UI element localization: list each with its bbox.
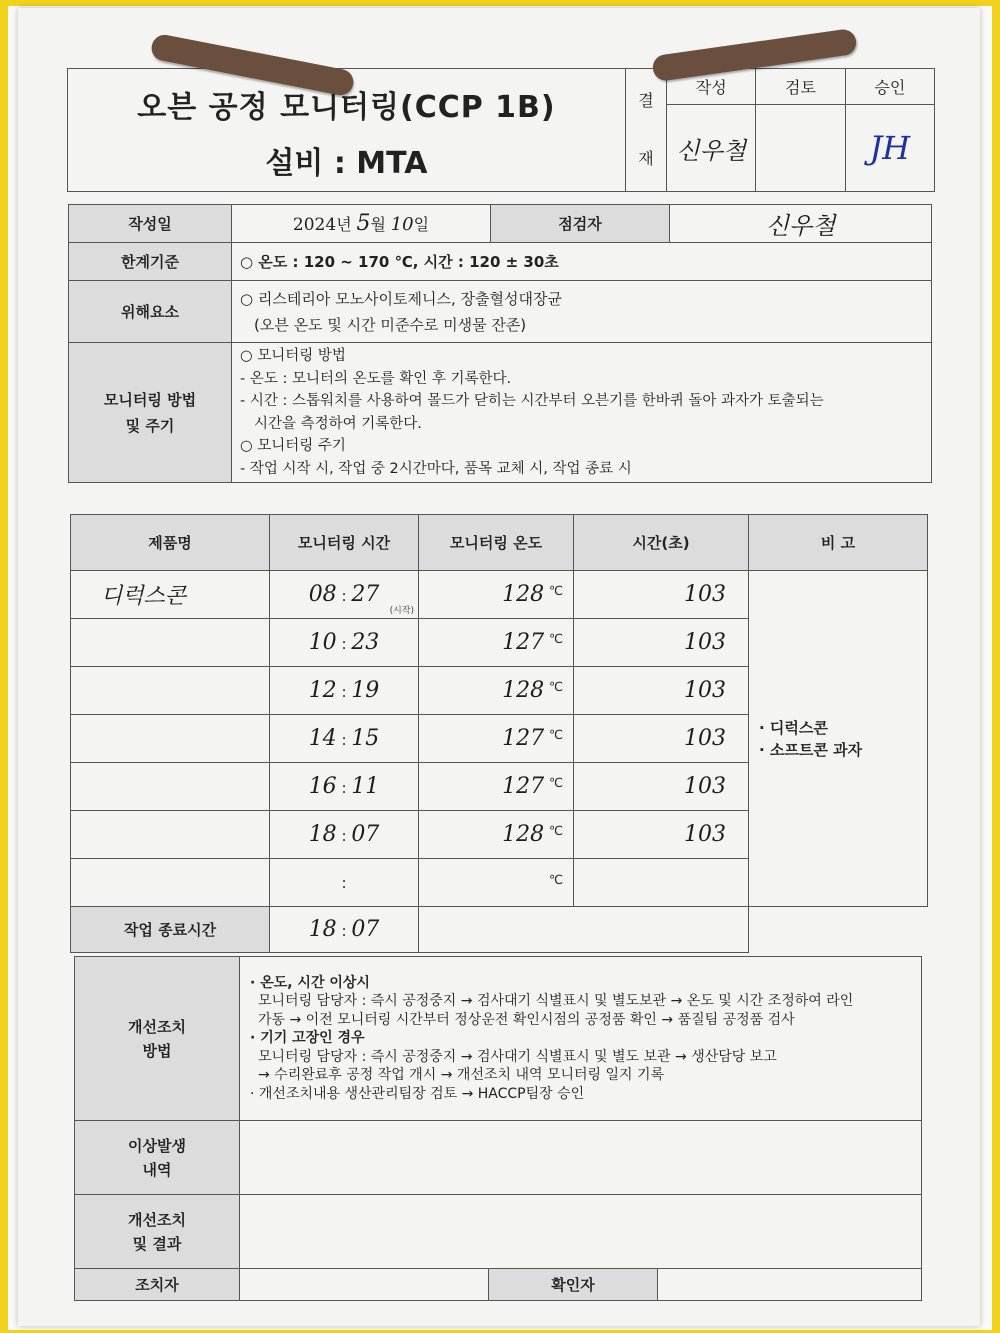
time-colon: : <box>341 827 347 845</box>
end-time-minute: 07 <box>351 917 380 942</box>
equipment-subtitle: 설비 : MTA <box>265 146 428 181</box>
temp-value: 128 <box>502 582 545 607</box>
seconds-value: 103 <box>574 667 749 715</box>
time-hour: 10 <box>308 630 337 655</box>
hazard-value <box>232 281 932 343</box>
date-year-suffix: 년 <box>336 215 352 234</box>
seconds-value: 103 <box>574 571 749 619</box>
temp-cell <box>419 811 574 859</box>
improvement-method <box>240 957 922 1121</box>
hazard-line: (오븐 온도 및 시간 미준수로 미생물 잔존) <box>254 315 527 334</box>
time-cell <box>270 715 419 763</box>
inspector-label: 점검자 <box>491 205 670 243</box>
time-colon: : <box>341 683 347 701</box>
start-note: (시작) <box>389 606 414 616</box>
actor-value <box>240 1269 489 1301</box>
method-label <box>69 343 232 483</box>
temp-unit: ℃ <box>548 727 563 742</box>
remarks-cell <box>749 571 928 907</box>
actor-label: 조치자 <box>75 1269 240 1301</box>
remark-line: · 소프트콘 과자 <box>759 740 863 759</box>
temp-value: 127 <box>502 726 545 751</box>
time-hour: 16 <box>308 774 337 799</box>
temp-cell <box>419 859 574 907</box>
temp-value: 127 <box>502 774 545 799</box>
product-cell-empty <box>71 811 270 859</box>
time-minute: 27 <box>351 582 380 607</box>
method-label-line: 모니터링 방법 <box>103 390 197 409</box>
hazard-label: 위해요소 <box>69 281 232 343</box>
product-cell-empty <box>71 619 270 667</box>
time-minute: 15 <box>351 726 380 751</box>
end-time-hour: 18 <box>308 917 337 942</box>
result-label-line: 및 결과 <box>132 1234 182 1253</box>
temp-unit: ℃ <box>548 775 563 790</box>
improvement-line: 가동 → 이전 모니터링 시간부터 정상운전 확인시점의 공정품 확인 → 품질팀 공정품 검사 <box>258 1011 795 1028</box>
page-title: 오븐 공정 모니터링(CCP 1B) <box>137 90 556 125</box>
writer-signature: 신우철 <box>667 105 756 192</box>
end-time-row <box>71 907 928 953</box>
end-time-blank <box>419 907 749 953</box>
time-minute: 23 <box>351 630 380 655</box>
date-day: 10 <box>390 214 414 235</box>
info-table <box>68 204 932 483</box>
result-label <box>75 1195 240 1269</box>
table-row <box>71 571 928 619</box>
time-hour: 08 <box>308 582 337 607</box>
result-content <box>240 1195 922 1269</box>
temp-value: 128 <box>502 822 545 847</box>
col-seconds: 시간(초) <box>574 515 749 571</box>
time-hour: 12 <box>308 678 337 703</box>
time-hour: 18 <box>308 822 337 847</box>
col-temp: 모니터링 온도 <box>419 515 574 571</box>
improvement-table <box>74 956 922 1301</box>
abnormal-label <box>75 1121 240 1195</box>
product-cell-empty <box>71 859 270 907</box>
inspector-signature: 신우철 <box>670 205 932 243</box>
temp-unit: ℃ <box>548 823 563 838</box>
limit-label: 한계기준 <box>69 243 232 281</box>
col-time: 모니터링 시간 <box>270 515 419 571</box>
temp-unit: ℃ <box>548 679 563 694</box>
improvement-label <box>75 957 240 1121</box>
approver-signature: JH <box>845 105 934 192</box>
improvement-line: 모니터링 담당자 : 즉시 공정중지 → 검사대기 식별표시 및 별도 보관 → 생산담당 보고 <box>258 1048 777 1065</box>
seconds-value: 103 <box>574 619 749 667</box>
time-cell <box>270 859 419 907</box>
temp-cell <box>419 763 574 811</box>
time-minute: 11 <box>351 774 380 799</box>
method-line: - 작업 시작 시, 작업 중 2시간마다, 품목 교체 시, 작업 종료 시 <box>240 460 632 477</box>
col-product: 제품명 <box>71 515 270 571</box>
method-label-line: 및 주기 <box>125 416 175 435</box>
remark-line: · 디럭스콘 <box>759 718 828 737</box>
end-time-label: 작업 종료시간 <box>71 907 270 953</box>
improvement-label-line: 개선조치 <box>128 1017 186 1036</box>
date-label: 작성일 <box>69 205 232 243</box>
time-cell <box>270 763 419 811</box>
date-day-suffix: 일 <box>413 215 430 234</box>
date-value <box>232 205 491 243</box>
result-label-line: 개선조치 <box>128 1210 186 1229</box>
time-minute: 19 <box>351 678 380 703</box>
method-line: 시간을 측정하여 기록한다. <box>254 415 422 432</box>
time-cell <box>270 619 419 667</box>
method-line: - 시간 : 스톱워치를 사용하여 몰드가 닫히는 시간부터 오븐기를 한바퀴 돌아 과자가 토출되는 <box>240 393 824 409</box>
role-reviewer: 검토 <box>756 69 845 105</box>
reviewer-signature-box <box>756 105 845 192</box>
hazard-line: ○ 리스테리아 모노사이토제니스, 장출혈성대장균 <box>240 289 562 308</box>
abnormal-content <box>240 1121 922 1195</box>
time-colon: : <box>341 635 347 653</box>
improvement-line: · 온도, 시간 이상시 <box>250 974 370 991</box>
role-approver: 승인 <box>845 69 934 105</box>
time-colon: : <box>341 731 347 749</box>
date-year: 2024 <box>292 215 337 235</box>
product-cell-empty <box>71 763 270 811</box>
title-block <box>67 68 935 192</box>
time-minute: 07 <box>351 822 380 847</box>
temp-cell <box>419 667 574 715</box>
seconds-value: 103 <box>574 811 749 859</box>
seconds-cell-empty <box>574 859 749 907</box>
abnormal-label-line: 내역 <box>142 1160 172 1179</box>
improvement-line: · 개선조치내용 생산관리팀장 검토 → HACCP팀장 승인 <box>250 1085 585 1102</box>
improvement-line: 모니터링 담당자 : 즉시 공정중지 → 검사대기 식별표시 및 별도보관 → 온도 및 시간 조정하여 라인 <box>258 993 854 1010</box>
abnormal-label-line: 이상발생 <box>128 1136 186 1155</box>
time-colon: : <box>341 922 347 940</box>
time-hour: 14 <box>308 726 337 751</box>
time-colon: : <box>341 873 347 892</box>
time-colon: : <box>341 587 347 605</box>
product-cell-empty <box>71 715 270 763</box>
date-month-suffix: 월 <box>370 215 386 234</box>
product-name: 디럭스콘 <box>71 571 270 619</box>
temp-unit: ℃ <box>548 871 563 887</box>
time-cell <box>270 667 419 715</box>
temp-value: 128 <box>502 678 545 703</box>
method-line: ○ 모니터링 주기 <box>240 438 346 454</box>
limit-value: ○ 온도 : 120 ~ 170 ℃, 시간 : 120 ± 30초 <box>232 243 932 281</box>
checker-label: 확인자 <box>489 1269 658 1301</box>
end-time-cell <box>270 907 419 953</box>
time-cell <box>270 571 419 619</box>
temp-unit: ℃ <box>548 583 563 598</box>
seconds-value: 103 <box>574 763 749 811</box>
col-remarks: 비 고 <box>749 515 928 571</box>
temp-cell <box>419 571 574 619</box>
temp-value: 127 <box>502 630 545 655</box>
improvement-label-line: 방법 <box>142 1041 172 1060</box>
temp-cell <box>419 715 574 763</box>
approval-label-bottom: 재 <box>638 149 654 168</box>
method-value <box>232 343 932 483</box>
seconds-value: 103 <box>574 715 749 763</box>
end-time-spacer <box>749 907 928 953</box>
approval-label-top: 결 <box>638 91 654 110</box>
time-cell <box>270 811 419 859</box>
improvement-line: → 수리완료후 공정 작업 개시 → 개선조치 내역 모니터링 일지 기록 <box>258 1067 665 1084</box>
time-colon: : <box>341 779 347 797</box>
product-cell-empty <box>71 667 270 715</box>
temp-unit: ℃ <box>548 631 563 646</box>
role-writer: 작성 <box>667 69 756 105</box>
method-line: - 온도 : 모니터의 온도를 확인 후 기록한다. <box>240 370 512 387</box>
method-line: ○ 모니터링 방법 <box>240 348 346 364</box>
temp-cell <box>419 619 574 667</box>
date-month: 5 <box>356 211 371 236</box>
checker-value <box>658 1269 922 1301</box>
monitoring-log-table <box>70 514 928 953</box>
improvement-line: · 기기 고장인 경우 <box>250 1030 365 1047</box>
approval-label <box>625 69 666 192</box>
